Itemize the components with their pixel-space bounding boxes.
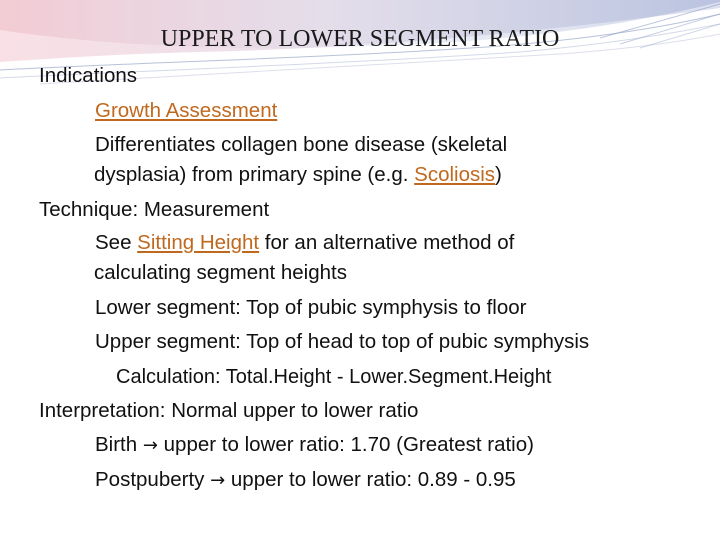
bullet-birth bbox=[76, 433, 534, 458]
upper-segment-text: Upper segment: Top of head to top of pubic symphysis bbox=[95, 330, 590, 353]
see-continuation bbox=[94, 261, 347, 285]
postpuberty-text: upper to lower ratio: 0.89 - 0.95 bbox=[225, 468, 516, 491]
scoliosis-link[interactable]: Scoliosis bbox=[414, 163, 496, 186]
see-text-3: calculating segment heights bbox=[94, 261, 347, 284]
birth-label: Birth bbox=[95, 433, 138, 456]
bullet-growth-assessment bbox=[76, 99, 277, 123]
growth-assessment-link[interactable]: Growth Assessment bbox=[95, 99, 278, 122]
calculation-text: Calculation: Total.Height - Lower.Segment.Height bbox=[116, 366, 552, 388]
differentiates-text-2: dysplasia) from primary spine (e.g. bbox=[94, 163, 415, 186]
slide-title: UPPER TO LOWER SEGMENT RATIO bbox=[160, 26, 560, 52]
see-text: See bbox=[95, 231, 138, 254]
bullet-calculation bbox=[100, 365, 551, 389]
bullet-technique bbox=[20, 198, 269, 222]
arrow-right-icon: → bbox=[142, 435, 158, 456]
bullet-indications bbox=[20, 64, 137, 88]
bullet-differentiates bbox=[76, 133, 507, 157]
bullet-see-sitting-height bbox=[76, 231, 514, 255]
bullet-interpretation bbox=[20, 399, 418, 423]
birth-text: upper to lower ratio: 1.70 (Greatest ratio) bbox=[157, 433, 534, 456]
indications-heading: Indications bbox=[39, 64, 138, 87]
arrow-right-icon: → bbox=[210, 470, 226, 491]
differentiates-text-3: ) bbox=[495, 163, 502, 186]
technique-heading: Technique: Measurement bbox=[39, 198, 270, 221]
bullet-upper-segment bbox=[76, 330, 589, 354]
bullet-postpuberty bbox=[76, 468, 516, 493]
differentiates-text: Differentiates collagen bone disease (skeletal bbox=[95, 133, 508, 156]
sitting-height-link[interactable]: Sitting Height bbox=[137, 231, 260, 254]
interpretation-heading: Interpretation: Normal upper to lower ratio bbox=[39, 399, 419, 422]
bullet-lower-segment bbox=[76, 296, 526, 320]
see-text-2: for an alternative method of bbox=[259, 231, 515, 254]
lower-segment-text: Lower segment: Top of pubic symphysis to floor bbox=[95, 296, 527, 319]
postpuberty-label: Postpuberty bbox=[95, 468, 205, 491]
differentiates-continuation bbox=[94, 163, 502, 187]
